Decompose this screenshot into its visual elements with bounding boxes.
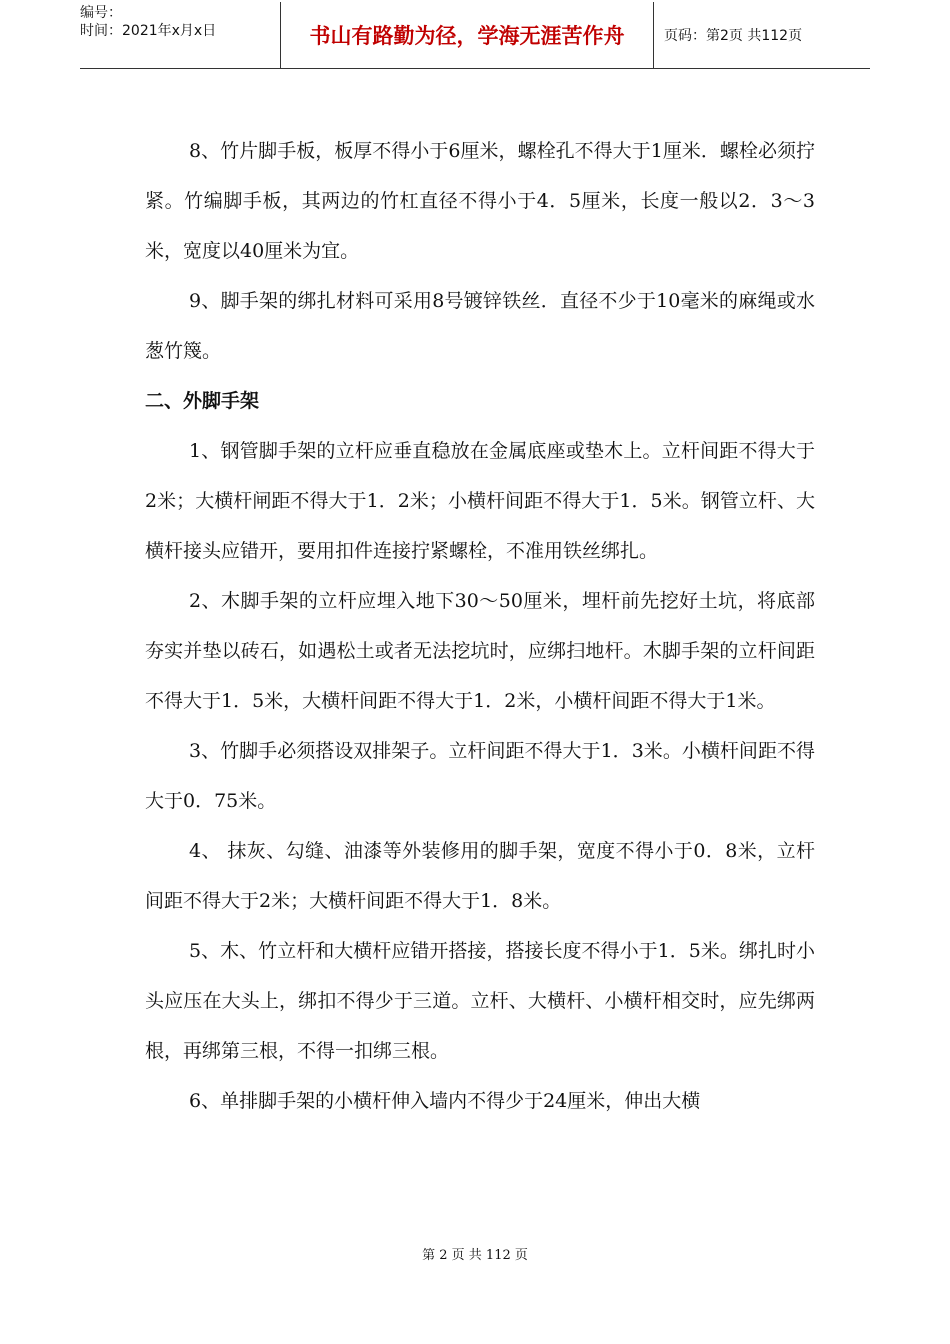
paragraph-ext-1: 1、钢管脚手架的立杆应垂直稳放在金属底座或垫木上。立杆间距不得大于2米；大横杆闸距不得大于1．2米；小横杆间距不得大于1．5米。钢管立杆、大横杆接头应错开，要用扣件连接拧紧螺栓，不准用铁丝绑扎。 bbox=[145, 440, 815, 562]
document-body bbox=[145, 126, 815, 1126]
page-header bbox=[80, 2, 870, 69]
doc-number-label: 编号： bbox=[80, 5, 122, 21]
paragraph-ext-5: 5、木、竹立杆和大横杆应错开搭接，搭接长度不得小于1．5米。绑扎时小头应压在大头上，绑扣不得少于三道。立杆、大横杆、小横杆相交时，应先绑两根，再绑第三根，不得一扣绑三根。 bbox=[145, 940, 815, 1062]
paragraph-8: 8、竹片脚手板，板厚不得小于6厘米，螺栓孔不得大于1厘米．螺栓必须拧紧。竹编脚手板，其两边的竹杠直径不得小于4．5厘米，长度一般以2．3～3米，宽度以40厘米为宜。 bbox=[145, 140, 815, 262]
section-heading: 二、外脚手架 bbox=[145, 390, 260, 412]
paragraph-ext-6: 6、单排脚手架的小横杆伸入墙内不得少于24厘米，伸出大横 bbox=[189, 1090, 701, 1112]
paragraph-ext-4: 4、 抹灰、勾缝、油漆等外装修用的脚手架，宽度不得小于0．8米，立杆间距不得大于2米；大横杆间距不得大于1．8米。 bbox=[145, 840, 815, 912]
paragraph-9: 9、脚手架的绑扎材料可采用8号镀锌铁丝．直径不少于10毫米的麻绳或水葱竹篾。 bbox=[145, 290, 815, 362]
header-page-info: 页码：第2页 共112页 bbox=[664, 28, 803, 44]
header-motto: 书山有路勤为径，学海无涯苦作舟 bbox=[280, 2, 654, 68]
header-meta bbox=[80, 2, 280, 70]
paragraph-ext-2: 2、木脚手架的立杆应埋入地下30～50厘米，埋杆前先挖好土坑，将底部夯实并垫以砖石，如遇松土或者无法挖坑时，应绑扫地杆。木脚手架的立杆间距不得大于1．5米，大横杆间距不得大于1．2米，小横杆间距不得大于1米。 bbox=[145, 590, 815, 712]
paragraph-ext-3: 3、竹脚手必须搭设双排架子。立杆间距不得大于1．3米。小横杆间距不得大于0．75米。 bbox=[145, 740, 815, 812]
page-footer: 第 2 页 共 112 页 bbox=[422, 1248, 528, 1263]
doc-time-label: 时间：2021年x月x日 bbox=[80, 23, 217, 39]
